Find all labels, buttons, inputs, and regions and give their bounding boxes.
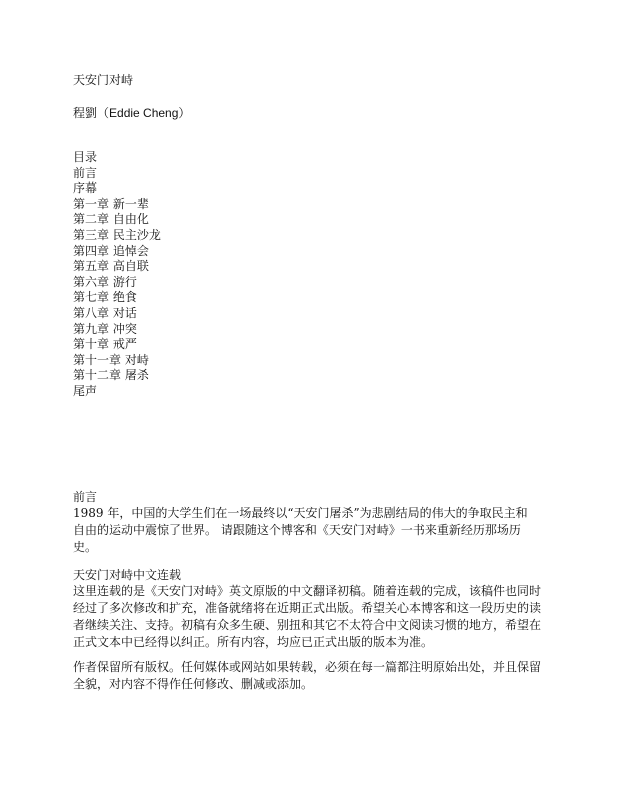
toc-item: 第七章 绝食	[73, 290, 137, 305]
author-name-cn: 程劉（	[73, 106, 110, 120]
serial-line: 正式文本中已经得以纠正。所有内容，均应已正式出版的版本为准。	[73, 635, 434, 649]
toc-item: 第十章 戒严	[73, 337, 137, 352]
serial-line: 经过了多次修改和扩充，准备就绪将在近期正式出版。希望关心本博客和这一段历史的读	[73, 601, 542, 615]
toc-item: 第十一章 对峙	[73, 352, 149, 367]
toc-item: 序幕	[73, 181, 98, 196]
copyright-line: 全貌，对内容不得作任何修改、删减或添加。	[73, 677, 314, 691]
serial-heading: 天安门对峙中文连载	[73, 568, 182, 582]
toc-heading: 目录	[73, 150, 98, 164]
serial-paragraph	[73, 583, 553, 651]
toc-item: 第三章 民主沙龙	[73, 227, 161, 242]
toc-item: 尾声	[73, 383, 98, 398]
preface-paragraph	[73, 505, 553, 556]
toc-item: 前言	[73, 165, 98, 180]
copyright-paragraph	[73, 659, 553, 693]
serial-line: 者继续关注、支持。初稿有众多生硬、别扭和其它不太符合中文阅读习惯的地方，希望在	[73, 618, 542, 632]
toc-item: 第十二章 屠杀	[73, 368, 149, 383]
toc-item: 第八章 对话	[73, 305, 137, 320]
document-title: 天安门对峙	[73, 73, 134, 87]
toc-item: 第五章 高自联	[73, 259, 149, 274]
preface-line: 史。	[73, 540, 98, 554]
serial-line: 这里连载的是《天安门对峙》英文原版的中文翻译初稿。随着连载的完成，该稿件也同时	[73, 584, 542, 598]
preface-heading: 前言	[73, 490, 98, 504]
toc-item: 第六章 游行	[73, 274, 137, 289]
table-of-contents	[73, 150, 161, 400]
preface-line: 自由的运动中震惊了世界。 请跟随这个博客和《天安门对峙》一书来重新经历那场历	[73, 523, 521, 537]
toc-item: 第二章 自由化	[73, 212, 149, 227]
copyright-line: 作者保留所有版权。任何媒体或网站如果转载，必须在每一篇都注明原始出处，并且保留	[73, 660, 542, 674]
toc-item: 第一章 新一辈	[73, 196, 149, 211]
toc-item: 第四章 追悼会	[73, 243, 149, 258]
author-line	[73, 105, 190, 121]
preface-line: 1989 年，中国的大学生们在一场最终以“天安门屠杀”为悲剧结局的伟大的争取民主和	[73, 506, 528, 520]
author-paren-close: ）	[178, 106, 191, 120]
toc-item: 第九章 冲突	[73, 321, 137, 336]
author-name-en: Eddie Cheng	[109, 106, 179, 120]
